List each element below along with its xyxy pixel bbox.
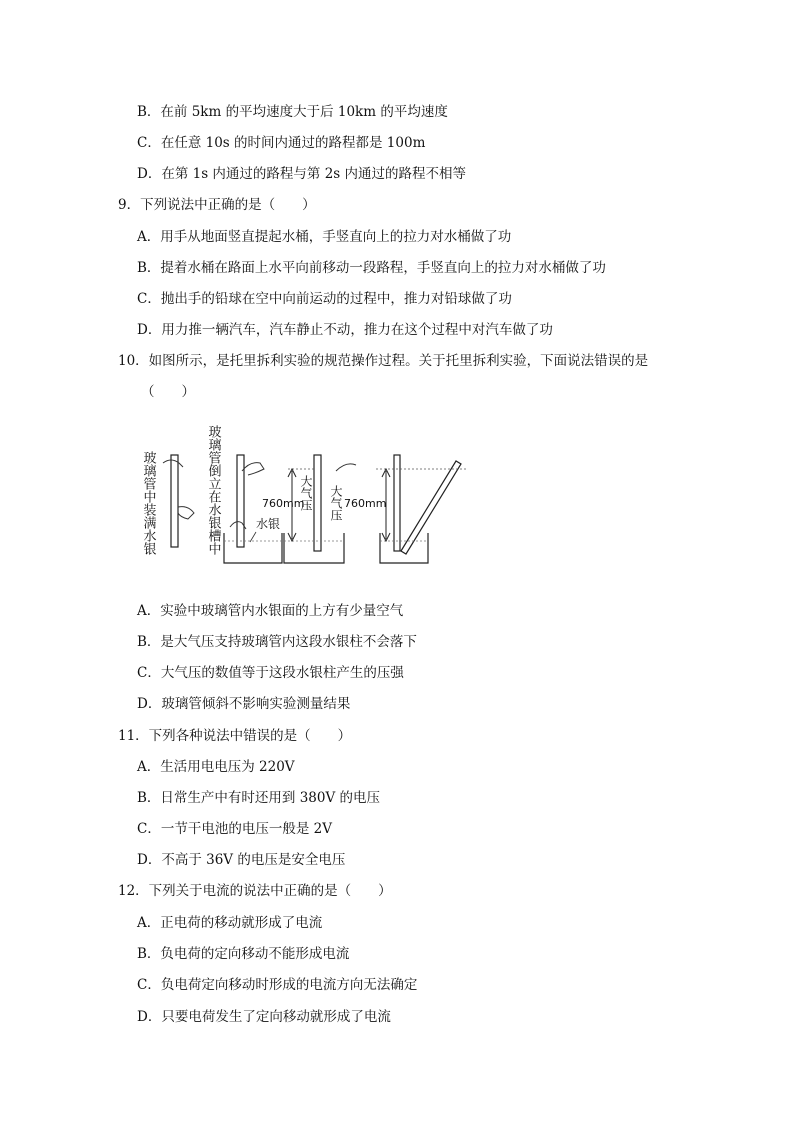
q12-option-b: B．负电荷的定向移动不能形成电流 bbox=[137, 946, 350, 962]
q12-option-a: A．正电荷的移动就形成了电流 bbox=[137, 915, 323, 931]
q9-option-b: B．提着水桶在路面上水平向前移动一段路程，手竖直向上的拉力对水桶做了功 bbox=[137, 260, 606, 276]
hand-bottom-icon bbox=[178, 507, 194, 519]
q8-option-c: C．在任意 10s 的时间内通过的路程都是 100m bbox=[137, 135, 426, 151]
q9-stem: 9．下列说法中正确的是（ ） bbox=[118, 197, 316, 213]
q11-option-a: A．生活用电电压为 220V bbox=[137, 759, 295, 775]
q10-option-a: A．实验中玻璃管内水银面的上方有少量空气 bbox=[137, 603, 404, 619]
q9-option-c: C．抛出手的铅球在空中向前运动的过程中，推力对铅球做了功 bbox=[137, 291, 512, 307]
q10-option-c: C．大气压的数值等于这段水银柱产生的压强 bbox=[137, 665, 404, 681]
label-height-1: 760mm bbox=[262, 497, 305, 510]
q8-option-d: D．在第 1s 内通过的路程与第 2s 内通过的路程不相等 bbox=[137, 166, 467, 182]
mercury-pointer bbox=[250, 532, 256, 542]
q10-stem: 10．如图所示，是托里拆利实验的规范操作过程。关于托里拆利实验，下面说法错误的是 bbox=[118, 353, 649, 369]
label-tube-inverted: 玻璃管倒立在水银槽中 bbox=[205, 425, 221, 555]
q11-option-d: D．不高于 36V 的电压是安全电压 bbox=[137, 852, 346, 868]
q10-option-d: D．玻璃管倾斜不影响实验测量结果 bbox=[137, 696, 351, 712]
glass-tube-tilted bbox=[401, 461, 461, 554]
glass-tube-3 bbox=[314, 455, 321, 551]
q11-option-b: B．日常生产中有时还用到 380V 的电压 bbox=[137, 790, 381, 806]
label-atm-2: 大气压 bbox=[329, 485, 343, 521]
label-height-2: 760mm bbox=[344, 497, 387, 510]
glass-tube-1 bbox=[171, 455, 178, 547]
q11-stem: 11．下列各种说法中错误的是（ ） bbox=[118, 728, 352, 744]
q11-option-c: C．一节干电池的电压一般是 2V bbox=[137, 821, 332, 837]
hand-release-icon bbox=[336, 464, 356, 471]
torricelli-diagram bbox=[138, 415, 478, 590]
q12-option-d: D．只要电荷发生了定向移动就形成了电流 bbox=[137, 1009, 391, 1025]
q10-stem-cont: （ ） bbox=[141, 384, 195, 400]
q10-option-b: B．是大气压支持玻璃管内这段水银柱不会落下 bbox=[137, 634, 417, 650]
label-tube-filled: 玻璃管中装满水银 bbox=[140, 451, 156, 555]
q8-option-b: B．在前 5km 的平均速度大于后 10km 的平均速度 bbox=[137, 104, 448, 120]
q12-option-c: C．负电荷定向移动时形成的电流方向无法确定 bbox=[137, 977, 418, 993]
torricelli-figure bbox=[138, 415, 478, 590]
label-mercury: 水银 bbox=[256, 517, 281, 531]
hand-hold-icon bbox=[242, 463, 264, 475]
q9-option-d: D．用力推一辆汽车，汽车静止不动，推力在这个过程中对汽车做了功 bbox=[137, 322, 553, 338]
label-atm-1: 大气压 bbox=[299, 475, 313, 511]
q9-option-a: A．用手从地面竖直提起水桶，手竖直向上的拉力对水桶做了功 bbox=[137, 229, 512, 245]
glass-tube-2 bbox=[237, 455, 244, 547]
hand-top-icon bbox=[163, 460, 183, 467]
q12-stem: 12．下列关于电流的说法中正确的是（ ） bbox=[118, 883, 392, 899]
